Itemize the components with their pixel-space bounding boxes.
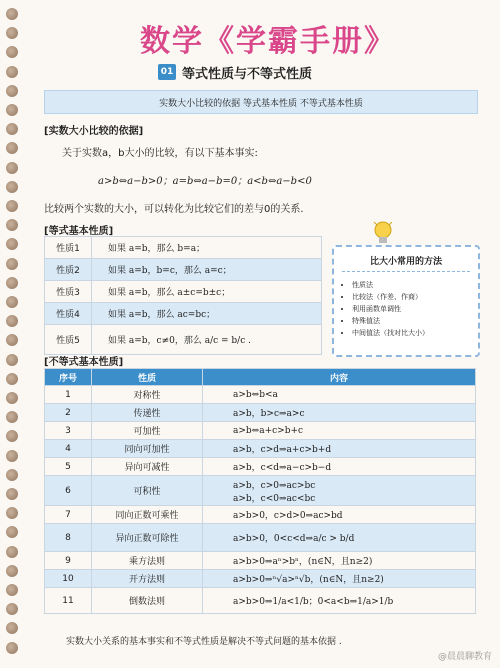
property-content: [203, 552, 476, 570]
property-content: 如果 a=b，那么 b=a；: [92, 237, 322, 259]
list-item: • 比较法（作差、作商）: [352, 291, 429, 303]
property-name: 对称性: [92, 386, 203, 404]
heading-equality-properties: [等式基本性质]: [44, 226, 114, 237]
table-row: [45, 552, 476, 570]
footer-note: 实数大小关系的基本事实和不等式性质是解决不等式问题的基本依据 .: [66, 637, 342, 647]
content-line: a>b，c<0⇒ac<bc: [233, 493, 316, 504]
row-number: 6: [45, 476, 92, 506]
property-content: [203, 524, 476, 552]
property-content: [203, 506, 476, 524]
property-content: [203, 458, 476, 476]
property-name: 同向可加性: [92, 440, 203, 458]
spiral-ring: [6, 642, 18, 654]
content-line: a>b，c>0⇒ac>bc: [233, 480, 316, 491]
table-row: [45, 440, 476, 458]
property-name: 异向可减性: [92, 458, 203, 476]
property-content: [203, 386, 476, 404]
row-number: 3: [45, 422, 92, 440]
row-number: 11: [45, 588, 92, 614]
row-number: 4: [45, 440, 92, 458]
spiral-ring: [6, 469, 18, 481]
content-line: a>b，c<d⇒a−c>b−d: [233, 463, 332, 473]
spiral-ring: [6, 411, 18, 423]
spiral-ring: [6, 277, 18, 289]
content-line: a>b，b>c⇒a>c: [233, 409, 305, 419]
spiral-ring: [6, 507, 18, 519]
content-line: a>b，c>d⇒a+c>b+d: [233, 445, 332, 455]
table-row: [45, 506, 476, 524]
page-title: 数学《学霸手册》: [140, 24, 396, 59]
list-item: • 特殊值法: [352, 315, 429, 327]
property-content: 如果 a=b，那么 a±c=b±c；: [92, 281, 322, 303]
compare-formula: a>b⇔a−b>0；a=b⇔a−b=0；a<b⇔a−b<0: [98, 176, 312, 187]
list-item: • 中间值法（找对比大小）: [352, 327, 429, 339]
content-line: a>b>0，0<c<d⇒a/c > b/d: [233, 534, 355, 544]
column-header: 性质: [92, 369, 203, 386]
tip-list: [338, 279, 429, 339]
table-row: [45, 476, 476, 506]
spiral-ring: [6, 46, 18, 58]
property-name: 乘方法则: [92, 552, 203, 570]
equality-properties-table: [44, 236, 322, 355]
row-number: 9: [45, 552, 92, 570]
spiral-ring: [6, 181, 18, 193]
spiral-ring: [6, 315, 18, 327]
section-title: 等式性质与不等式性质: [182, 66, 313, 82]
spiral-ring: [6, 334, 18, 346]
property-name: 传递性: [92, 404, 203, 422]
property-content: 如果 a=b，b=c，那么 a=c；: [92, 259, 322, 281]
property-label: 性质3: [45, 281, 92, 303]
table-row: [45, 259, 322, 281]
list-item: • 性质法: [352, 279, 429, 291]
spiral-ring: [6, 603, 18, 615]
property-name: 可加性: [92, 422, 203, 440]
table-row: [45, 570, 476, 588]
spiral-ring: [6, 104, 18, 116]
heading-real-number-compare: [实数大小比较的依据]: [44, 126, 144, 137]
spiral-ring: [6, 123, 18, 135]
watermark: @晨晨聊教育: [437, 652, 492, 662]
property-content: [203, 570, 476, 588]
table-row: [45, 458, 476, 476]
table-row: [45, 281, 322, 303]
content-line: a>b>0⇒ⁿ√a>ⁿ√b，(n∈N，且n≥2): [233, 575, 384, 585]
spiral-ring: [6, 162, 18, 174]
table-row: [45, 237, 322, 259]
spiral-ring: [6, 392, 18, 404]
property-label: 性质1: [45, 237, 92, 259]
intro-text: 关于实数a，b大小的比较，有以下基本事实:: [62, 148, 258, 159]
tip-title: 比大小常用的方法: [342, 253, 470, 272]
row-number: 1: [45, 386, 92, 404]
row-number: 5: [45, 458, 92, 476]
spiral-ring: [6, 450, 18, 462]
tip-box: [332, 245, 480, 357]
spiral-ring: [6, 526, 18, 538]
section-header: [158, 62, 312, 82]
table-row: [45, 325, 322, 355]
spiral-ring: [6, 488, 18, 500]
spiral-ring: [6, 296, 18, 308]
row-number: 10: [45, 570, 92, 588]
spiral-ring: [6, 546, 18, 558]
property-name: 异向正数可除性: [92, 524, 203, 552]
spiral-ring: [6, 258, 18, 270]
content-line: a>b>0⇒1/a<1/b；0<a<b⇒1/a>1/b: [233, 597, 394, 607]
spiral-ring: [6, 565, 18, 577]
spiral-binding: [6, 8, 20, 658]
page: [26, 0, 500, 668]
property-content: 如果 a=b，那么 ac=bc；: [92, 303, 322, 325]
table-row: [45, 303, 322, 325]
table-row: [45, 404, 476, 422]
row-number: 7: [45, 506, 92, 524]
property-label: 性质4: [45, 303, 92, 325]
row-number: 2: [45, 404, 92, 422]
property-label: 性质2: [45, 259, 92, 281]
property-name: 可积性: [92, 476, 203, 506]
property-name: 同向正数可乘性: [92, 506, 203, 524]
row-number: 8: [45, 524, 92, 552]
heading-inequality-properties: [不等式基本性质]: [44, 357, 124, 368]
table-row: [45, 386, 476, 404]
property-content: [203, 588, 476, 614]
spiral-ring: [6, 238, 18, 250]
spiral-ring: [6, 430, 18, 442]
table-row: [45, 524, 476, 552]
spiral-ring: [6, 354, 18, 366]
property-label: 性质5: [45, 325, 92, 355]
property-content: [203, 422, 476, 440]
spiral-ring: [6, 27, 18, 39]
content-line: a>b>0，c>d>0⇒ac>bd: [233, 511, 343, 521]
spiral-ring: [6, 584, 18, 596]
content-line: a>b⇔b<a: [233, 389, 278, 400]
spiral-ring: [6, 622, 18, 634]
section-number-badge: 01: [158, 64, 176, 80]
content-line: a>b⇔a+c>b+c: [233, 425, 304, 436]
lightbulb-icon: [372, 220, 394, 248]
property-name: 倒数法则: [92, 588, 203, 614]
inequality-properties-table: [44, 368, 476, 614]
table-header-row: [45, 369, 476, 386]
property-content: [203, 440, 476, 458]
spiral-ring: [6, 8, 18, 20]
property-content: [203, 476, 476, 506]
table-row: [45, 588, 476, 614]
column-header: 序号: [45, 369, 92, 386]
spiral-ring: [6, 219, 18, 231]
spiral-ring: [6, 142, 18, 154]
property-content: 如果 a=b，c≠0，那么 a/c = b/c .: [92, 325, 322, 355]
spiral-ring: [6, 200, 18, 212]
column-header: 内容: [203, 369, 476, 386]
list-item: • 利用函数单调性: [352, 303, 429, 315]
property-name: 开方法则: [92, 570, 203, 588]
spiral-ring: [6, 373, 18, 385]
content-line: a>b>0⇒aⁿ>bⁿ，(n∈N，且n≥2): [233, 557, 373, 567]
spiral-ring: [6, 85, 18, 97]
note-text: 比较两个实数的大小，可以转化为比较它们的差与0的关系.: [44, 204, 304, 215]
topic-banner: 实数大小比较的依据 等式基本性质 不等式基本性质: [44, 90, 478, 114]
spiral-ring: [6, 66, 18, 78]
table-row: [45, 422, 476, 440]
property-content: [203, 404, 476, 422]
